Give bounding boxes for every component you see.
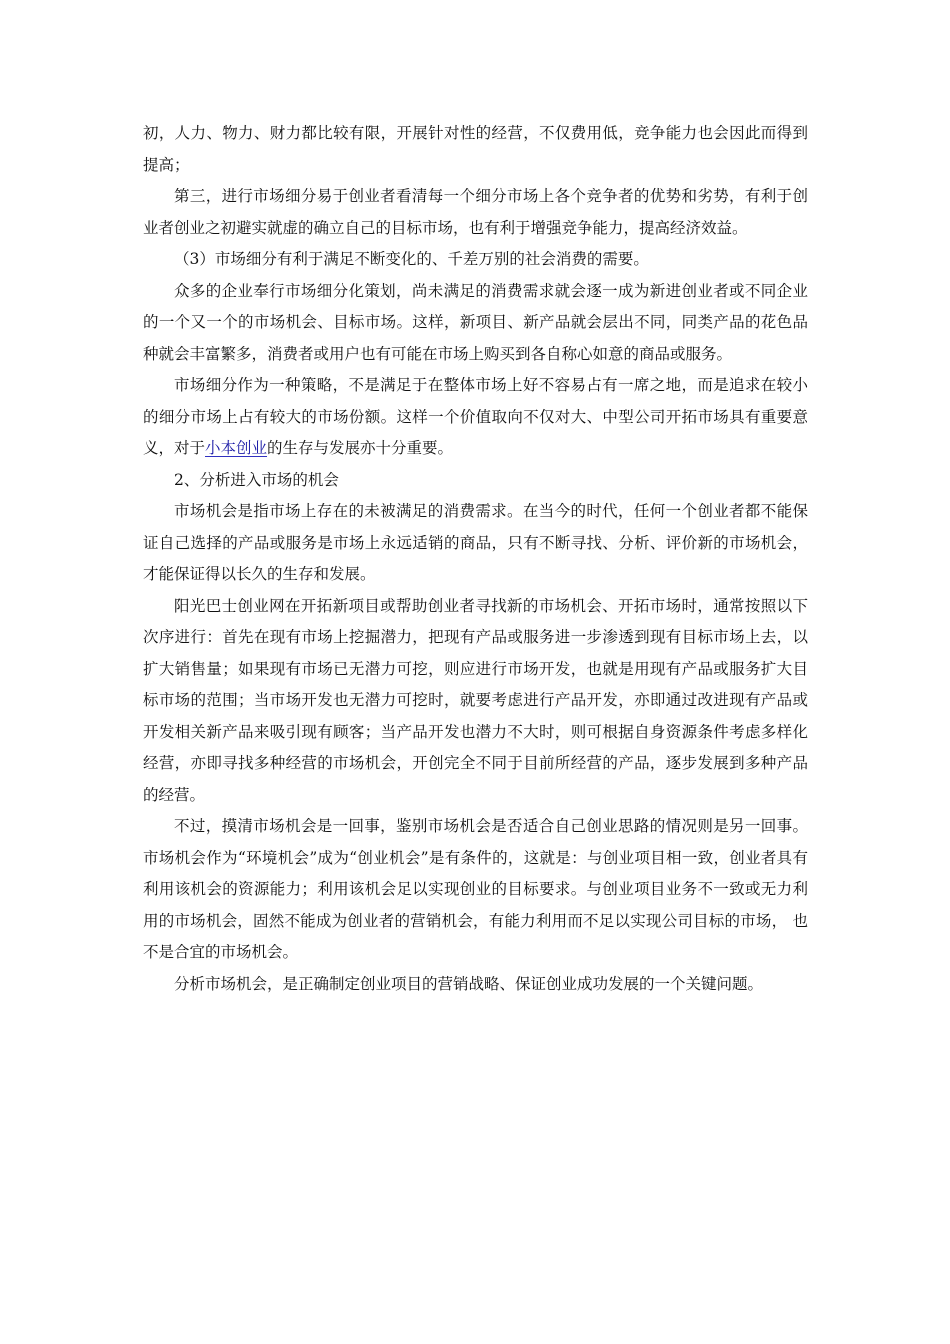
document-body (143, 118, 808, 1000)
paragraph-1: 初，人力、物力、财力都比较有限，开展针对性的经营，不仅费用低，竞争能力也会因此而得到提高； (143, 124, 808, 174)
paragraph-8: 阳光巴士创业网在开拓新项目或帮助创业者寻找新的市场机会、开拓市场时，通常按照以下次序进行：首先在现有市场上挖掘潜力，把现有产品或服务进一步渗透到现有目标市场上去，以扩大销售量；如果现有市场已无潜力可挖，则应进行市场开发，也就是用现有产品或服务扩大目标市场的范围；当市场开发也无潜力可挖时，就要考虑进行产品开发，亦即通过改进现有产品或开发相关新产品来吸引现有顾客；当产品开发也潜力不大时，则可根据自身资源条件考虑多样化经营，亦即寻找多种经营的市场机会，开创完全不同于目前所经营的产品，逐步发展到多种产品的经营。 (143, 596, 808, 804)
section-heading: 2、分析进入市场的机会 (174, 470, 339, 489)
paragraph-2: 第三，进行市场细分易于创业者看清每一个细分市场上各个竞争者的优势和劣势，有利于创业者创业之初避实就虚的确立自己的目标市场，也有利于增强竞争能力，提高经济效益。 (143, 187, 808, 237)
paragraph-7: 市场机会是指市场上存在的未被满足的消费需求。在当今的时代，任何一个创业者都不能保证自己选择的产品或服务是市场上永远适销的商品，只有不断寻找、分析、评价新的市场机会，才能保证得以长久的生存和发展。 (143, 502, 808, 583)
paragraph-5 (143, 370, 808, 465)
paragraph-3: （3）市场细分有利于满足不断变化的、千差万别的社会消费的需要。 (174, 250, 649, 268)
paragraph-10: 分析市场机会，是正确制定创业项目的营销战略、保证创业成功发展的一个关键问题。 (174, 974, 764, 993)
paragraph-4: 众多的企业奉行市场细分化策划，尚未满足的消费需求就会逐一成为新进创业者或不同企业的一个又一个的市场机会、目标市场。这样，新项目、新产品就会层出不同，同类产品的花色品种就会丰富繁多，消费者或用户也有可能在市场上购买到各自称心如意的商品或服务。 (143, 281, 808, 363)
paragraph-9: 不过，摸清市场机会是一回事，鉴别市场机会是否适合自己创业思路的情况则是另一回事。市场机会作为“环境机会”成为“创业机会”是有条件的，这就是：与创业项目相一致，创业者具有利用该机会的资源能力；利用该机会足以实现创业的目标要求。与创业项目业务不一致或无力利用的市场机会，固然不能成为创业者的营销机会，有能力利用而不足以实现公司目标的市场， 也不是合宜的市场机会。 (143, 817, 808, 961)
paragraph-5-text-after: 的生存与发展亦十分重要。 (267, 439, 454, 457)
paragraph-5-text-before: 市场细分作为一种策略，不是满足于在整体市场上好不容易占有一席之地，而是追求在较小的细分市场上占有较大的市场份额。这样一个价值取向不仅对大、中型公司开拓市场具有重要意义，对于 (143, 376, 808, 457)
small-business-link[interactable]: 小本创业 (205, 439, 268, 457)
